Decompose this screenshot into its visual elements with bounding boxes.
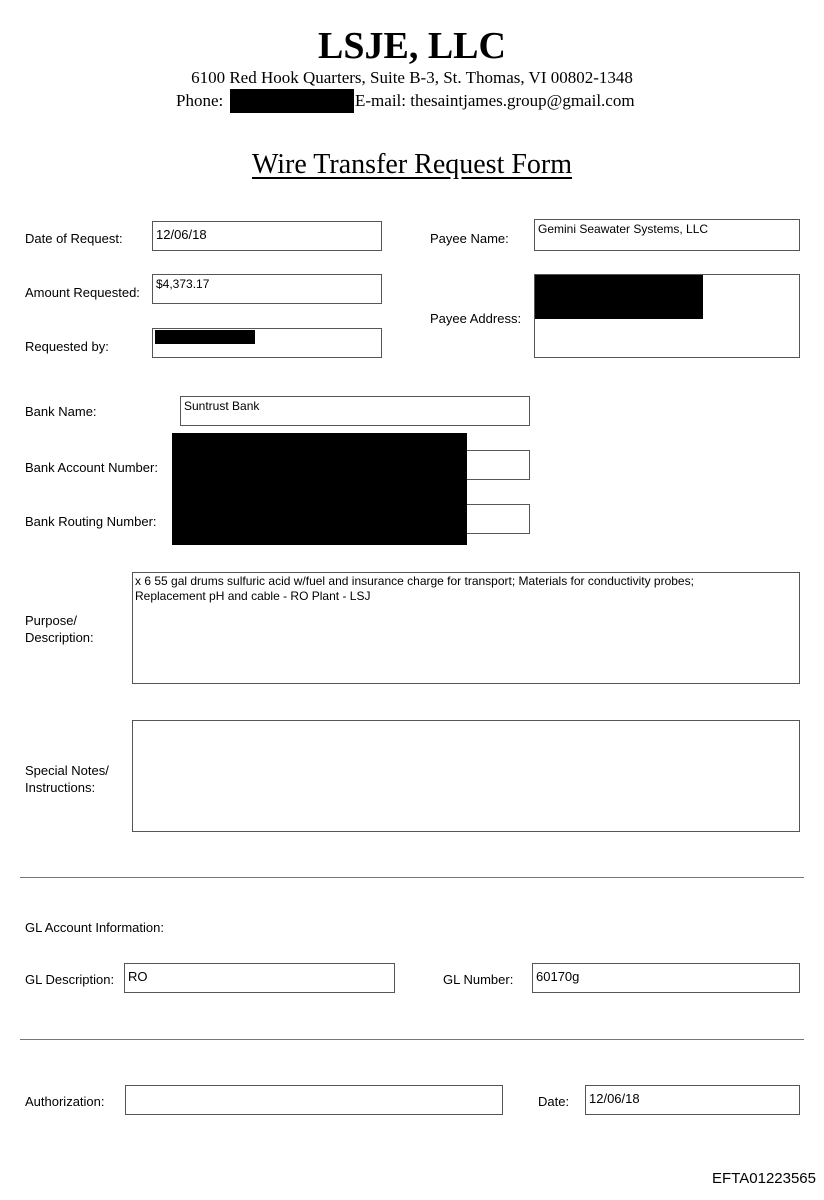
email-address: E-mail: thesaintjames.group@gmail.com: [355, 91, 635, 110]
requested-by-field[interactable]: [152, 328, 382, 358]
special-notes-field[interactable]: [132, 720, 800, 832]
authorization-date-label: Date:: [538, 1094, 570, 1109]
purpose-value: x 6 55 gal drums sulfuric acid w/fuel and insurance charge for transport; Materials for conductivity probes; Replacement pH and cable - RO Plant - LSJ: [135, 574, 694, 603]
purpose-label-line1: Purpose/: [25, 613, 78, 628]
phone-redaction: [230, 89, 354, 113]
divider-2: [20, 1039, 804, 1040]
payee-address-label: Payee Address:: [430, 311, 522, 326]
bank-account-number-label: Bank Account Number:: [25, 460, 158, 475]
bank-name-value: Suntrust Bank: [184, 399, 260, 413]
payee-address-redaction: [535, 275, 703, 319]
bank-name-field[interactable]: [180, 396, 530, 426]
divider-1: [20, 877, 804, 878]
gl-number-field[interactable]: [532, 963, 800, 993]
authorization-date-value: 12/06/18: [589, 1091, 640, 1106]
company-address: 6100 Red Hook Quarters, Suite B-3, St. Thomas, VI 00802-1348: [191, 68, 633, 87]
gl-number-value: 60170g: [536, 969, 580, 984]
special-notes-value: [133, 721, 799, 725]
requested-by-redaction: [155, 330, 255, 344]
payee-address-field[interactable]: [534, 274, 800, 358]
payee-name-label: Payee Name:: [430, 231, 509, 246]
gl-number-label: GL Number:: [443, 972, 514, 987]
purpose-label: [25, 612, 94, 646]
document-id: EFTA01223565: [712, 1170, 816, 1187]
authorization-field[interactable]: [125, 1085, 503, 1115]
authorization-date-field[interactable]: [585, 1085, 800, 1115]
purpose-label-line2: Description:: [25, 630, 94, 645]
bank-routing-number-label: Bank Routing Number:: [25, 514, 157, 529]
company-name: LSJE, LLC: [318, 25, 506, 67]
gl-heading: GL Account Information:: [25, 920, 164, 935]
authorization-label: Authorization:: [25, 1094, 105, 1109]
special-notes-label: [25, 762, 109, 796]
date-of-request-value: 12/06/18: [156, 227, 207, 242]
date-of-request-label: Date of Request:: [25, 231, 123, 246]
amount-requested-label: Amount Requested:: [25, 285, 140, 300]
amount-requested-value: $4,373.17: [156, 277, 210, 291]
form-title: Wire Transfer Request Form: [251, 149, 573, 180]
special-notes-label-line2: Instructions:: [25, 780, 96, 795]
date-of-request-field[interactable]: [152, 221, 382, 251]
phone-label: Phone:: [176, 91, 224, 110]
special-notes-label-line1: Special Notes/: [25, 763, 109, 778]
gl-description-value: RO: [128, 969, 148, 984]
gl-description-label: GL Description:: [25, 972, 115, 987]
purpose-field[interactable]: [132, 572, 800, 684]
gl-description-field[interactable]: [124, 963, 395, 993]
requested-by-label: Requested by:: [25, 339, 109, 354]
bank-name-label: Bank Name:: [25, 404, 97, 419]
amount-requested-field[interactable]: [152, 274, 382, 304]
payee-name-value: Gemini Seawater Systems, LLC: [538, 222, 709, 236]
bank-details-redaction: [172, 433, 467, 545]
payee-name-field[interactable]: [534, 219, 800, 251]
authorization-value: [126, 1086, 502, 1090]
